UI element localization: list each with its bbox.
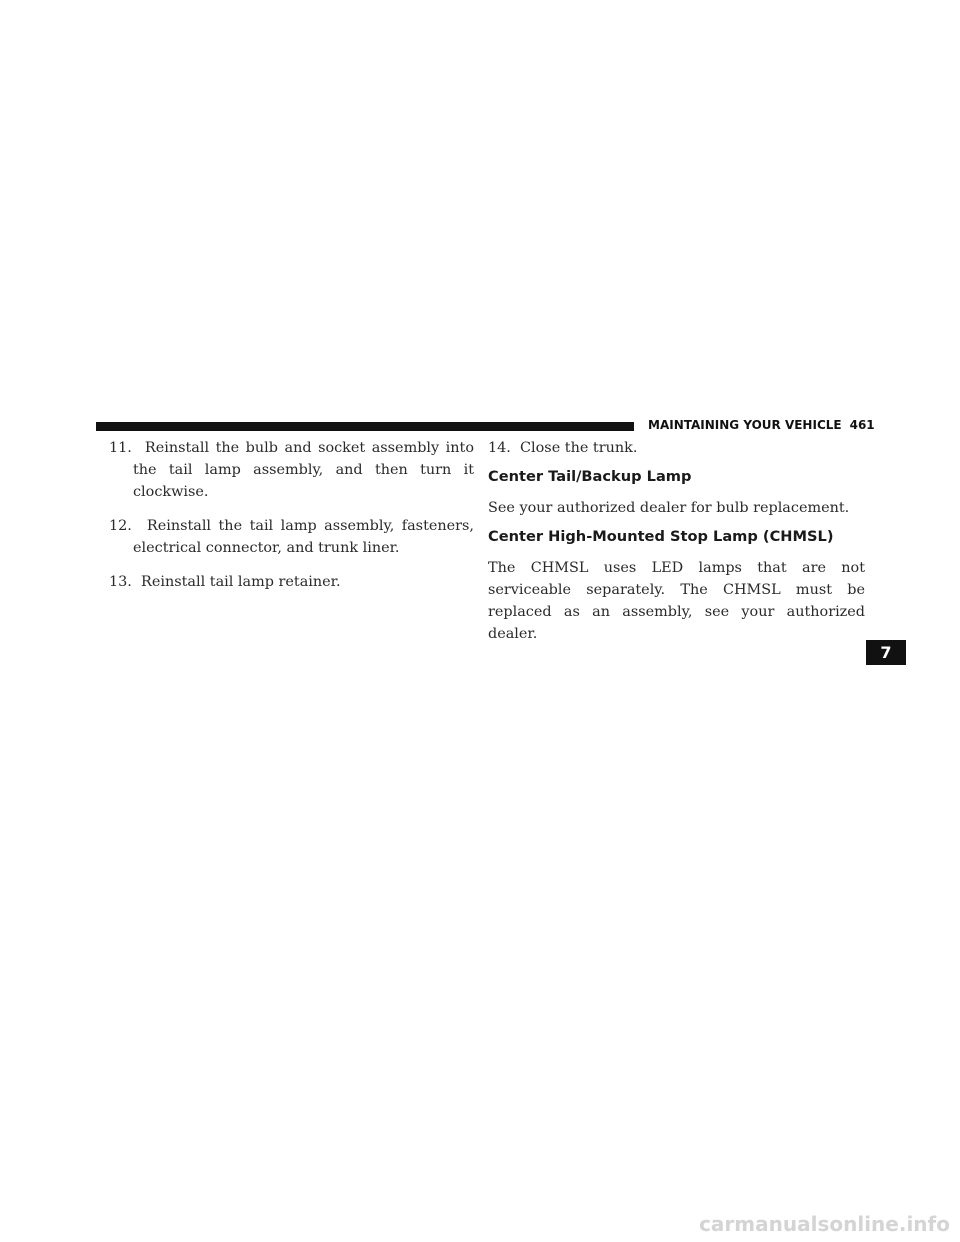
watermark: carmanualsonline.info	[699, 1212, 950, 1236]
heading-chmsl: Center High-Mounted Stop Lamp (CHMSL)	[488, 528, 834, 545]
step-14: 14. Close the trunk.	[488, 440, 638, 456]
page-number: 461	[849, 418, 875, 432]
chapter-tab: 7	[866, 640, 906, 665]
section-title: MAINTAINING YOUR VEHICLE	[648, 418, 842, 432]
paragraph-center-tail-backup-lamp: See your authorized dealer for bulb replacement.	[488, 500, 850, 516]
step-13: 13. Reinstall tail lamp retainer.	[109, 574, 341, 590]
step-11: 11. Reinstall the bulb and socket assembly into the tail lamp assembly, and then turn it clockwise.	[109, 440, 474, 500]
step-12: 12. Reinstall the tail lamp assembly, fasteners, electrical connector, and trunk liner.	[109, 518, 474, 556]
right-column	[488, 437, 865, 653]
paragraph-chmsl: The CHMSL uses LED lamps that are not serviceable separately. The CHMSL must be replaced as an assembly, see your authorized dealer.	[488, 560, 865, 642]
header-rule	[96, 422, 634, 431]
running-header	[648, 418, 875, 432]
heading-center-tail-backup-lamp: Center Tail/Backup Lamp	[488, 468, 692, 485]
left-column	[96, 437, 474, 605]
